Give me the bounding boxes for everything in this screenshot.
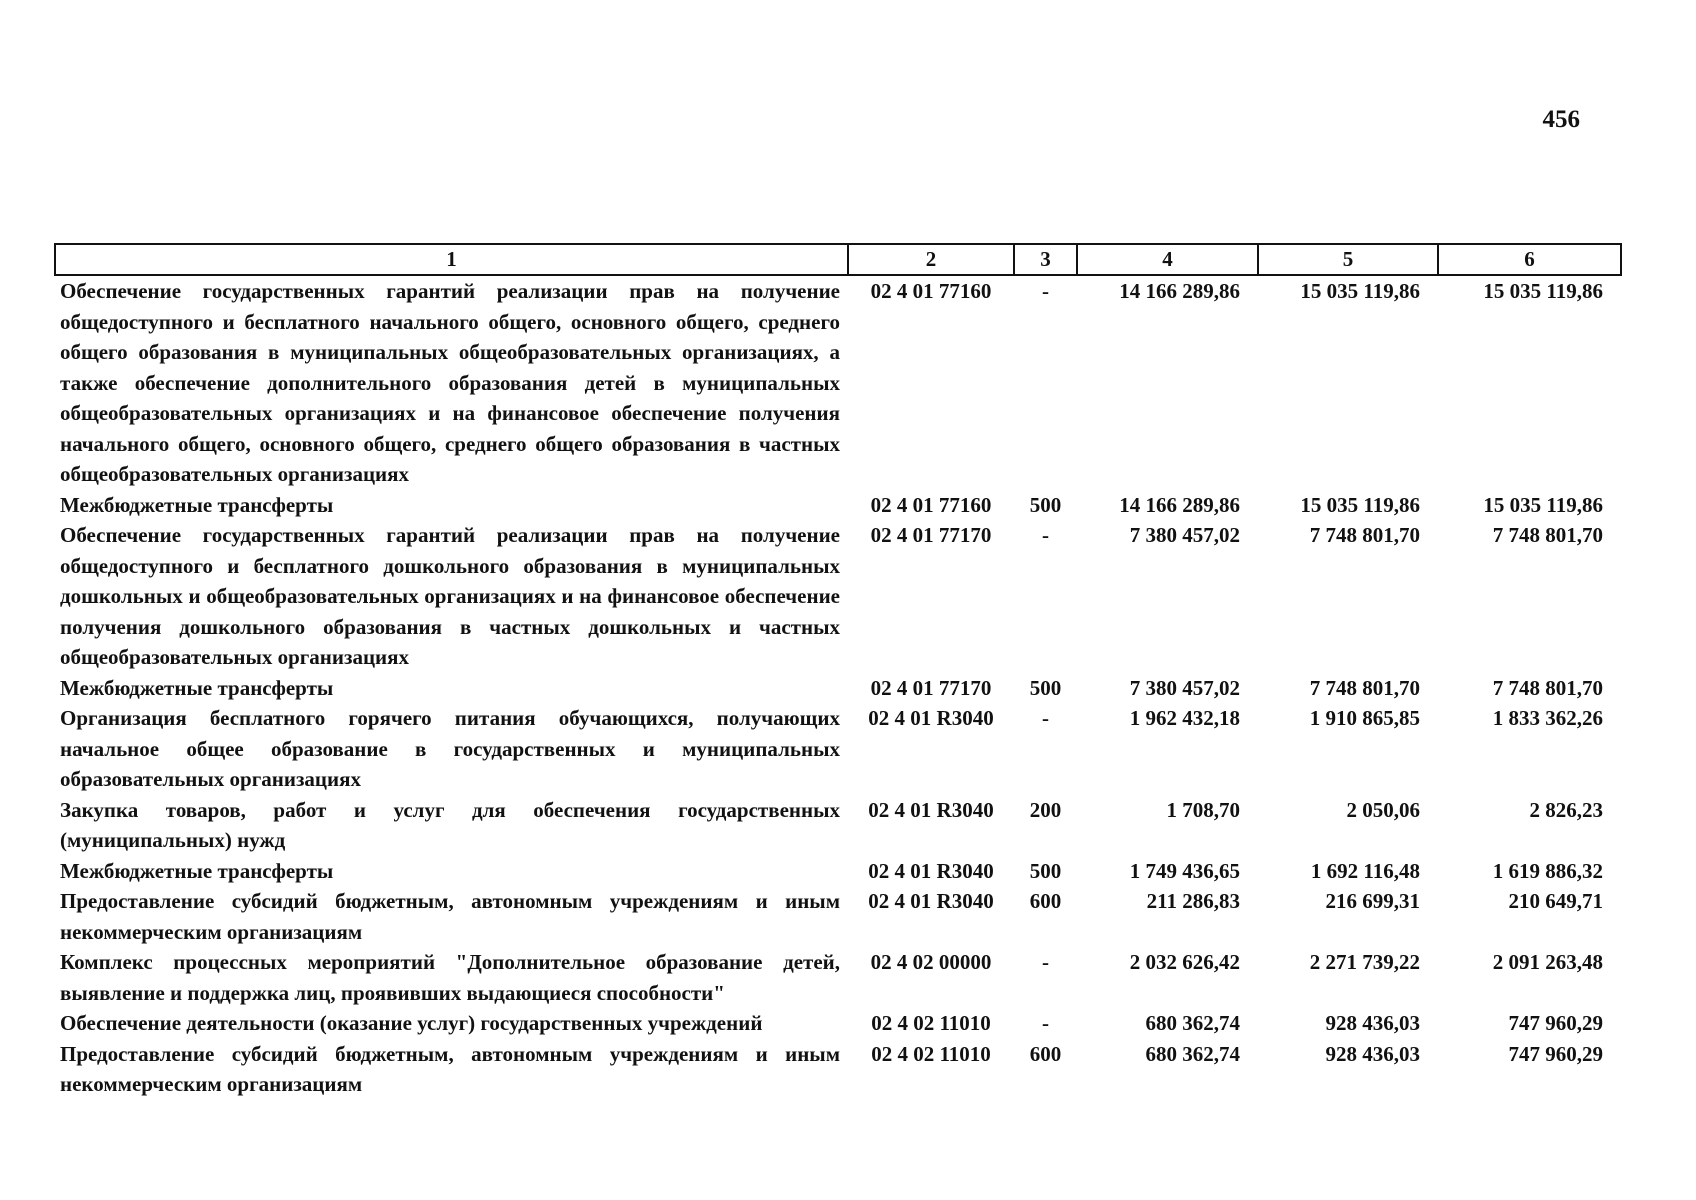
row-value-col6: 747 960,29 (1508, 1041, 1603, 1066)
row-value-col4: 7 380 457,02 (1129, 523, 1240, 547)
row-code: 02 4 01 R3040 (868, 889, 994, 913)
row-name: Межбюджетные трансферты (60, 492, 334, 517)
row-name: Предоставление субсидий бюджетным, автономным учреждениям и иным некоммерческим организациям (60, 889, 840, 944)
row-value-col5: 928 436,03 (1325, 1011, 1420, 1035)
header-col-2: 2 (848, 244, 1014, 275)
row-value-col6: 15 035 119,86 (1483, 492, 1603, 517)
table-header (55, 244, 1621, 275)
table-row (55, 673, 1621, 704)
row-value-col4: 211 286,83 (1146, 889, 1240, 913)
row-code: 02 4 02 00000 (870, 950, 992, 974)
row-type: - (1042, 523, 1049, 547)
row-value-col6: 747 960,29 (1508, 1011, 1603, 1035)
row-code: 02 4 01 R3040 (868, 706, 994, 730)
row-code: 02 4 02 11010 (871, 1011, 991, 1035)
row-type: 600 (1029, 1041, 1062, 1066)
row-value-col6: 1 833 362,26 (1492, 706, 1603, 730)
row-value-col4: 1 708,70 (1166, 797, 1240, 822)
row-value-col4: 1 962 432,18 (1129, 706, 1240, 730)
table-row (55, 275, 1621, 490)
row-code: 02 4 01 77170 (870, 523, 992, 547)
row-value-col5: 7 748 801,70 (1309, 675, 1420, 700)
row-value-col5: 15 035 119,86 (1300, 492, 1420, 517)
header-col-1: 1 (55, 244, 848, 275)
row-value-col6: 210 649,71 (1508, 889, 1603, 913)
row-name: Межбюджетные трансферты (60, 675, 334, 700)
row-code: 02 4 01 R3040 (868, 797, 994, 822)
row-value-col5: 15 035 119,86 (1300, 279, 1420, 303)
row-value-col6: 2 826,23 (1529, 797, 1603, 822)
row-value-col4: 14 166 289,86 (1119, 492, 1240, 517)
header-col-4: 4 (1077, 244, 1258, 275)
table-row (55, 795, 1621, 856)
row-value-col4: 680 362,74 (1145, 1011, 1240, 1035)
row-value-col6: 7 748 801,70 (1492, 523, 1603, 547)
page-number: 456 (1542, 106, 1580, 133)
row-value-col5: 1 692 116,48 (1310, 858, 1420, 883)
header-col-3: 3 (1014, 244, 1077, 275)
row-code: 02 4 01 77170 (870, 675, 992, 700)
row-type: - (1042, 706, 1049, 730)
row-name: Предоставление субсидий бюджетным, автономным учреждениям и иным некоммерческим организациям (60, 1041, 840, 1096)
row-value-col4: 1 749 436,65 (1129, 858, 1240, 883)
header-col-5: 5 (1258, 244, 1438, 275)
row-type: - (1042, 950, 1049, 974)
table-body (55, 275, 1621, 1100)
table-row (55, 490, 1621, 521)
row-value-col6: 1 619 886,32 (1492, 858, 1603, 883)
row-name: Межбюджетные трансферты (60, 858, 334, 883)
row-type: - (1042, 1011, 1049, 1035)
table-row (55, 520, 1621, 673)
row-name: Комплекс процессных мероприятий "Дополнительное образование детей, выявление и поддержка лиц, проявивших выдающиеся способности" (60, 950, 840, 1005)
row-type: 600 (1029, 889, 1062, 913)
row-value-col5: 1 910 865,85 (1309, 706, 1420, 730)
table-row (55, 1008, 1621, 1039)
row-type: 500 (1029, 858, 1062, 883)
row-value-col5: 928 436,03 (1325, 1041, 1420, 1066)
row-code: 02 4 01 77160 (870, 492, 992, 517)
row-value-col5: 7 748 801,70 (1309, 523, 1420, 547)
row-value-col5: 2 271 739,22 (1309, 950, 1420, 974)
row-value-col5: 2 050,06 (1346, 797, 1420, 822)
row-value-col6: 2 091 263,48 (1492, 950, 1603, 974)
row-value-col4: 2 032 626,42 (1129, 950, 1240, 974)
header-row (55, 244, 1621, 275)
row-value-col6: 7 748 801,70 (1492, 675, 1603, 700)
table-row (55, 886, 1621, 947)
row-code: 02 4 01 R3040 (868, 858, 994, 883)
row-type: - (1042, 279, 1049, 303)
row-code: 02 4 02 11010 (871, 1041, 991, 1066)
table-row (55, 947, 1621, 1008)
row-name: Обеспечение деятельности (оказание услуг) государственных учреждений (60, 1011, 763, 1035)
row-name: Обеспечение государственных гарантий реализации прав на получение общедоступного и бесплатного начального общего, основного общего, среднего общего образования в муниципальных общеобразовательных организациях, а также обеспечение дополнительного образования детей в муниципальных общеобразовательных организациях и на финансовое обеспечение получения начального общего, основного общего, среднего общего образования в частных общеобразовательных организациях (60, 279, 840, 486)
row-value-col4: 680 362,74 (1145, 1041, 1240, 1066)
budget-table (54, 243, 1622, 1100)
header-col-6: 6 (1438, 244, 1621, 275)
row-name: Обеспечение государственных гарантий реализации прав на получение общедоступного и бесплатного дошкольного образования в муниципальных дошкольных и общеобразовательных организациях и на финансовое обеспечение получения дошкольного образования в частных дошкольных и частных общеобразовательных организациях (60, 523, 840, 669)
row-value-col4: 7 380 457,02 (1129, 675, 1240, 700)
table-row (55, 856, 1621, 887)
row-code: 02 4 01 77160 (870, 279, 992, 303)
table-row (55, 703, 1621, 795)
row-name: Организация бесплатного горячего питания обучающихся, получающих начальное общее образование в государственных и муниципальных образовательных организациях (60, 706, 840, 791)
row-value-col5: 216 699,31 (1325, 889, 1420, 913)
row-name: Закупка товаров, работ и услуг для обеспечения государственных (муниципальных) нужд (60, 797, 840, 852)
row-value-col4: 14 166 289,86 (1119, 279, 1240, 303)
table-row (55, 1039, 1621, 1100)
row-type: 200 (1029, 797, 1062, 822)
row-value-col6: 15 035 119,86 (1483, 279, 1603, 303)
row-type: 500 (1029, 675, 1062, 700)
row-type: 500 (1029, 492, 1062, 517)
